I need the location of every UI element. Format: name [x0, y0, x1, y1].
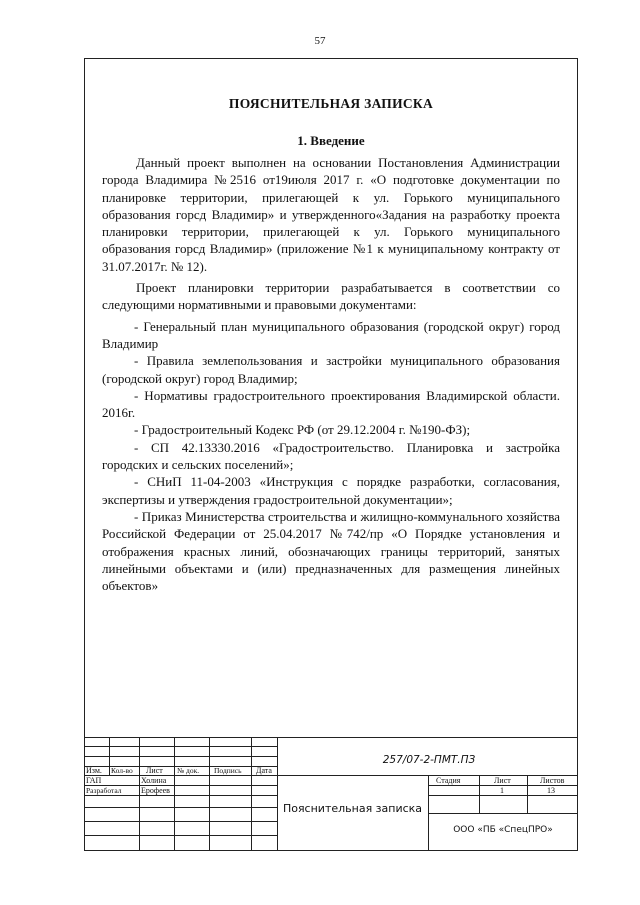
role-gap: ГАП	[86, 776, 102, 785]
header-podpis: Подпись	[214, 766, 242, 775]
header-data: Дата	[256, 766, 272, 775]
list-item: - Нормативы градостроительного проектирования Владимирской области. 2016г.	[102, 387, 560, 421]
section-heading: 1. Введение	[297, 133, 365, 148]
list-item: - СП 42.13330.2016 «Градостроительство. Планировка и застройка городских и сельских поселений»;	[102, 439, 560, 473]
header-izm: Изм.	[86, 766, 102, 775]
list-item: - Приказ Министерства строительства и жилищно-коммунального хозяйства Российской Федерации от 25.04.2017 №742/пр «О Порядке установления и отображения красных линий, обозначающих границы территорий, занятых линейными объектами и (или) предназначенных для размещения линейных объектов»	[102, 508, 560, 594]
sheet-label: Лист	[494, 776, 511, 785]
document-code: 257/07-2-ПМТ.ПЗ	[382, 754, 476, 766]
title-block	[84, 737, 578, 851]
page-number: 57	[314, 35, 326, 47]
paragraph: Проект планировки территории разрабатывается в соответствии со следующими нормативными и правовыми документами:	[102, 280, 560, 313]
name-developer: Ерофеев	[141, 786, 170, 795]
organization-name: ООО «ПБ «СпецПРО»	[453, 825, 553, 835]
document-body	[102, 154, 560, 594]
paragraph: Данный проект выполнен на основании Постановления Администрации города Владимира №2516 от19июля 2017 г. «О подготовке документации по планировке территории, прилегающей к ул. Горького муниципального образования горсд Владимир» и утвержденного«Задания на разработку проекта планировки территории, прилегающей к ул. Горького муниципального образования горсд Владимир» (приложение №1 к муниципальному контракту от 31.07.2017г. № 12).	[102, 155, 560, 274]
header-ndoc: № док.	[177, 766, 200, 775]
sheet-value: 1	[500, 786, 504, 795]
name-gap: Холина	[141, 776, 167, 785]
list-item: - Правила землепользования и застройки муниципального образования (городской округ) город Владимир;	[102, 353, 560, 386]
list-item: - Градостроительный Кодекс РФ (от 29.12.2004 г. №190-ФЗ);	[134, 422, 471, 438]
role-developer: Разработал	[86, 786, 122, 795]
list-item: - СНиП 11-04-2003 «Инструкция с порядке разработки, согласования, экспертизы и утверждения градостроительной документации»;	[102, 474, 560, 507]
stage-label: Стадия	[436, 776, 461, 785]
document-title: ПОЯСНИТЕЛЬНАЯ ЗАПИСКА	[228, 96, 434, 111]
header-kol: Кол-во	[111, 766, 133, 775]
sheets-label: Листов	[540, 776, 565, 785]
sheets-value: 13	[547, 786, 555, 795]
header-list: Лист	[146, 766, 163, 775]
list-item: - Генеральный план муниципального образования (городской округ) город Владимир	[102, 318, 560, 351]
document-name: Пояснительная записка	[282, 802, 423, 815]
